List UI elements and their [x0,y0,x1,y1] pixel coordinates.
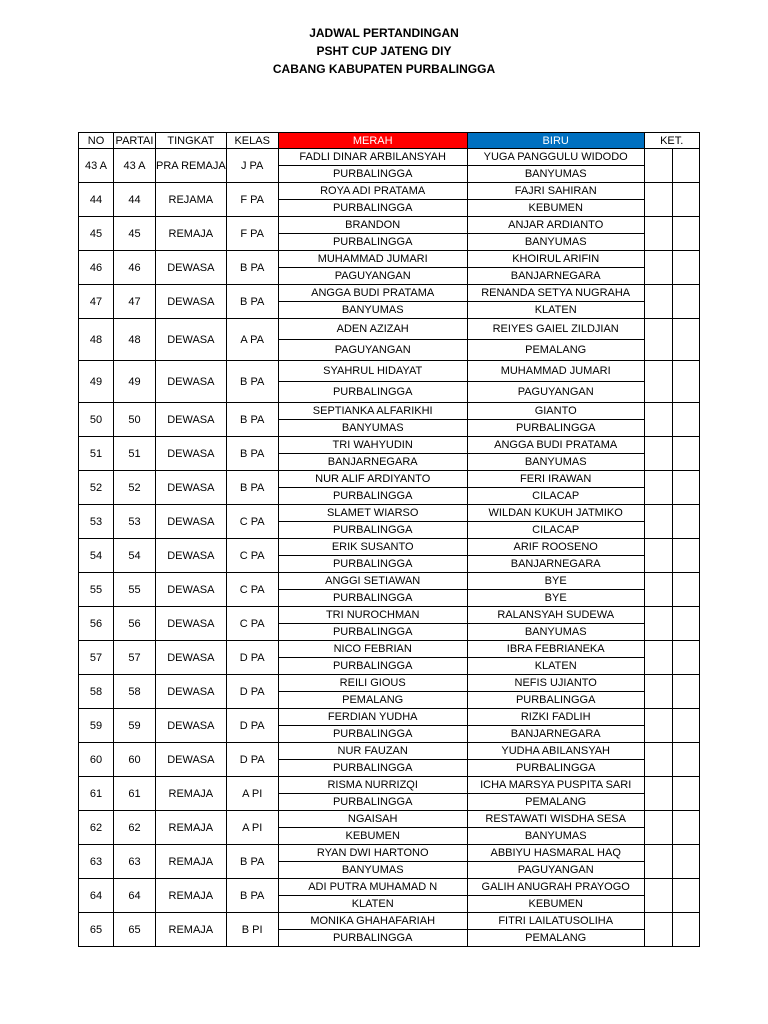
match-row [79,675,700,692]
match-partai: 47 [114,285,156,319]
match-partai: 55 [114,573,156,607]
match-no: 54 [79,539,114,573]
merah-city: BANYUMAS [278,302,467,319]
biru-city: BYE [467,590,644,607]
biru-city: PAGUYANGAN [467,862,644,879]
merah-city: PURBALINGGA [278,930,467,947]
match-kelas: C PA [226,607,278,641]
merah-city: PURBALINGGA [278,590,467,607]
match-tingkat: DEWASA [156,505,227,539]
biru-city: BANYUMAS [467,166,644,183]
biru-name: NEFIS UJIANTO [467,675,644,692]
biru-city: KEBUMEN [467,200,644,217]
merah-name: SLAMET WIARSO [278,505,467,522]
ket-cell-2 [672,811,699,845]
match-no: 61 [79,777,114,811]
match-kelas: A PI [226,811,278,845]
ket-cell-2 [672,183,699,217]
merah-city: PURBALINGGA [278,794,467,811]
biru-name: RIZKI FADLIH [467,709,644,726]
header-ket: KET. [644,133,699,149]
ket-cell-2 [672,675,699,709]
match-kelas: B PA [226,403,278,437]
ket-cell-2 [672,285,699,319]
match-kelas: F PA [226,217,278,251]
match-tingkat: REJAMA [156,183,227,217]
ket-cell-2 [672,743,699,777]
merah-city: PAGUYANGAN [278,340,467,361]
match-tingkat: REMAJA [156,777,227,811]
ket-cell-1 [644,811,672,845]
biru-city: BANJARNEGARA [467,726,644,743]
ket-cell-1 [644,845,672,879]
merah-name: ANGGA BUDI PRATAMA [278,285,467,302]
match-no: 47 [79,285,114,319]
merah-name: MUHAMMAD JUMARI [278,251,467,268]
match-kelas: C PA [226,539,278,573]
biru-name: ABBIYU HASMARAL HAQ [467,845,644,862]
match-row [79,361,700,382]
match-tingkat: DEWASA [156,743,227,777]
merah-name: ERIK SUSANTO [278,539,467,556]
biru-city: BANYUMAS [467,828,644,845]
match-row [79,505,700,522]
title-line-3: CABANG KABUPATEN PURBALINGGA [272,62,496,76]
merah-city: PURBALINGGA [278,522,467,539]
merah-name: SYAHRUL HIDAYAT [278,361,467,382]
biru-name: IBRA FEBRIANEKA [467,641,644,658]
match-kelas: D PA [226,709,278,743]
match-no: 59 [79,709,114,743]
biru-city: BANYUMAS [467,234,644,251]
ket-cell-1 [644,777,672,811]
match-no: 62 [79,811,114,845]
match-no: 50 [79,403,114,437]
document-title [0,24,768,78]
match-kelas: B PA [226,251,278,285]
biru-city: PEMALANG [467,794,644,811]
match-no: 46 [79,251,114,285]
header-biru: BIRU [467,133,644,149]
ket-cell-1 [644,319,672,361]
ket-cell-2 [672,319,699,361]
ket-cell-1 [644,251,672,285]
match-tingkat: DEWASA [156,437,227,471]
ket-cell-1 [644,709,672,743]
biru-name: YUGA PANGGULU WIDODO [467,149,644,166]
ket-cell-1 [644,675,672,709]
match-tingkat: DEWASA [156,573,227,607]
ket-cell-2 [672,879,699,913]
ket-cell-1 [644,437,672,471]
match-partai: 54 [114,539,156,573]
merah-city: PURBALINGGA [278,726,467,743]
merah-name: MONIKA GHAHAFARIAH [278,913,467,930]
biru-name: ARIF ROOSENO [467,539,644,556]
match-no: 49 [79,361,114,403]
biru-name: ANGGA BUDI PRATAMA [467,437,644,454]
match-kelas: D PA [226,641,278,675]
biru-city: PURBALINGGA [467,420,644,437]
merah-city: BANJARNEGARA [278,454,467,471]
ket-cell-2 [672,471,699,505]
match-partai: 51 [114,437,156,471]
match-partai: 59 [114,709,156,743]
ket-cell-2 [672,149,699,183]
biru-name: ANJAR ARDIANTO [467,217,644,234]
merah-name: ADEN AZIZAH [278,319,467,340]
biru-name: GALIH ANUGRAH PRAYOGO [467,879,644,896]
match-tingkat: REMAJA [156,845,227,879]
match-row [79,217,700,234]
merah-city: PURBALINGGA [278,382,467,403]
merah-city: PURBALINGGA [278,658,467,675]
match-no: 64 [79,879,114,913]
ket-cell-2 [672,607,699,641]
match-row [79,471,700,488]
ket-cell-1 [644,403,672,437]
header-no: NO [79,133,114,149]
match-no: 44 [79,183,114,217]
biru-city: PURBALINGGA [467,760,644,777]
match-partai: 65 [114,913,156,947]
match-no: 60 [79,743,114,777]
match-no: 65 [79,913,114,947]
match-row [79,251,700,268]
biru-city: KEBUMEN [467,896,644,913]
ket-cell-1 [644,573,672,607]
ket-cell-2 [672,403,699,437]
match-tingkat: DEWASA [156,361,227,403]
ket-cell-2 [672,361,699,403]
ket-cell-1 [644,913,672,947]
merah-city: PURBALINGGA [278,166,467,183]
match-schedule-table [78,132,700,947]
match-tingkat: REMAJA [156,217,227,251]
match-row [79,319,700,340]
match-kelas: B PA [226,361,278,403]
ket-cell-1 [644,641,672,675]
biru-city: PURBALINGGA [467,692,644,709]
biru-city: CILACAP [467,522,644,539]
match-partai: 43 A [114,149,156,183]
match-tingkat: DEWASA [156,709,227,743]
header-kelas: KELAS [226,133,278,149]
ket-cell-2 [672,573,699,607]
match-partai: 57 [114,641,156,675]
ket-cell-1 [644,743,672,777]
merah-name: TRI NUROCHMAN [278,607,467,624]
match-tingkat: DEWASA [156,403,227,437]
match-kelas: D PA [226,675,278,709]
match-no: 43 A [79,149,114,183]
match-partai: 58 [114,675,156,709]
match-tingkat: REMAJA [156,811,227,845]
match-partai: 52 [114,471,156,505]
match-tingkat: DEWASA [156,251,227,285]
ket-cell-1 [644,539,672,573]
match-tingkat: DEWASA [156,539,227,573]
merah-city: PURBALINGGA [278,234,467,251]
biru-name: RALANSYAH SUDEWA [467,607,644,624]
match-kelas: A PA [226,319,278,361]
match-kelas: D PA [226,743,278,777]
match-row [79,285,700,302]
match-row [79,641,700,658]
ket-cell-1 [644,285,672,319]
biru-name: FAJRI SAHIRAN [467,183,644,200]
match-row [79,845,700,862]
match-partai: 45 [114,217,156,251]
match-row [79,811,700,828]
biru-city: BANJARNEGARA [467,268,644,285]
ket-cell-2 [672,641,699,675]
match-row [79,879,700,896]
merah-city: PURBALINGGA [278,624,467,641]
biru-city: KLATEN [467,658,644,675]
merah-name: BRANDON [278,217,467,234]
match-row [79,743,700,760]
match-kelas: B PA [226,471,278,505]
match-no: 63 [79,845,114,879]
match-tingkat: DEWASA [156,471,227,505]
merah-name: RISMA NURRIZQI [278,777,467,794]
merah-name: NICO FEBRIAN [278,641,467,658]
match-partai: 56 [114,607,156,641]
match-partai: 62 [114,811,156,845]
match-no: 48 [79,319,114,361]
match-partai: 63 [114,845,156,879]
match-kelas: C PA [226,505,278,539]
biru-name: RENANDA SETYA NUGRAHA [467,285,644,302]
merah-city: BANYUMAS [278,862,467,879]
header-partai: PARTAI [114,133,156,149]
match-no: 58 [79,675,114,709]
match-kelas: A PI [226,777,278,811]
ket-cell-2 [672,505,699,539]
match-partai: 61 [114,777,156,811]
biru-name: RESTAWATI WISDHA SESA [467,811,644,828]
biru-city: BANYUMAS [467,454,644,471]
match-kelas: F PA [226,183,278,217]
ket-cell-2 [672,251,699,285]
title-line-1: JADWAL PERTANDINGAN [309,26,459,40]
match-row [79,777,700,794]
ket-cell-2 [672,845,699,879]
match-partai: 49 [114,361,156,403]
biru-city: PAGUYANGAN [467,382,644,403]
match-row [79,573,700,590]
match-tingkat: PRA REMAJA [156,149,227,183]
match-partai: 64 [114,879,156,913]
match-row [79,437,700,454]
match-row [79,539,700,556]
ket-cell-1 [644,183,672,217]
match-no: 51 [79,437,114,471]
match-kelas: B PA [226,845,278,879]
biru-name: ICHA MARSYA PUSPITA SARI [467,777,644,794]
ket-cell-1 [644,361,672,403]
ket-cell-1 [644,879,672,913]
biru-city: PEMALANG [467,340,644,361]
match-tingkat: DEWASA [156,319,227,361]
biru-name: YUDHA ABILANSYAH [467,743,644,760]
biru-name: FERI IRAWAN [467,471,644,488]
match-row [79,913,700,930]
match-kelas: J PA [226,149,278,183]
merah-name: ROYA ADI PRATAMA [278,183,467,200]
merah-name: TRI WAHYUDIN [278,437,467,454]
match-tingkat: DEWASA [156,285,227,319]
merah-name: FADLI DINAR ARBILANSYAH [278,149,467,166]
merah-name: FERDIAN YUDHA [278,709,467,726]
match-tingkat: DEWASA [156,641,227,675]
match-row [79,149,700,166]
match-tingkat: DEWASA [156,607,227,641]
biru-name: GIANTO [467,403,644,420]
match-partai: 60 [114,743,156,777]
match-kelas: B PA [226,285,278,319]
match-no: 57 [79,641,114,675]
match-tingkat: DEWASA [156,675,227,709]
merah-city: BANYUMAS [278,420,467,437]
biru-name: REIYES GAIEL ZILDJIAN [467,319,644,340]
ket-cell-1 [644,607,672,641]
match-row [79,183,700,200]
ket-cell-1 [644,217,672,251]
merah-name: NUR FAUZAN [278,743,467,760]
ket-cell-1 [644,505,672,539]
merah-city: PURBALINGGA [278,488,467,505]
match-no: 52 [79,471,114,505]
match-row [79,607,700,624]
merah-name: SEPTIANKA ALFARIKHI [278,403,467,420]
match-partai: 48 [114,319,156,361]
biru-name: WILDAN KUKUH JATMIKO [467,505,644,522]
header-row [79,133,700,149]
biru-city: PEMALANG [467,930,644,947]
biru-city: KLATEN [467,302,644,319]
merah-name: NGAISAH [278,811,467,828]
ket-cell-2 [672,913,699,947]
match-tingkat: REMAJA [156,913,227,947]
merah-name: RYAN DWI HARTONO [278,845,467,862]
merah-city: PEMALANG [278,692,467,709]
biru-city: BANJARNEGARA [467,556,644,573]
match-partai: 50 [114,403,156,437]
match-partai: 46 [114,251,156,285]
merah-city: KLATEN [278,896,467,913]
ket-cell-2 [672,539,699,573]
ket-cell-2 [672,709,699,743]
ket-cell-2 [672,217,699,251]
ket-cell-2 [672,777,699,811]
biru-name: MUHAMMAD JUMARI [467,361,644,382]
match-kelas: B PA [226,879,278,913]
merah-city: PURBALINGGA [278,200,467,217]
match-tingkat: REMAJA [156,879,227,913]
merah-name: NUR ALIF ARDIYANTO [278,471,467,488]
biru-name: BYE [467,573,644,590]
merah-city: PAGUYANGAN [278,268,467,285]
merah-name: ADI PUTRA MUHAMAD N [278,879,467,896]
title-line-2: PSHT CUP JATENG DIY [316,44,452,58]
match-row [79,403,700,420]
header-merah: MERAH [278,133,467,149]
match-no: 56 [79,607,114,641]
biru-name: KHOIRUL ARIFIN [467,251,644,268]
match-row [79,709,700,726]
header-tingkat: TINGKAT [156,133,227,149]
match-no: 55 [79,573,114,607]
ket-cell-1 [644,471,672,505]
match-no: 45 [79,217,114,251]
match-partai: 53 [114,505,156,539]
merah-name: REILI GIOUS [278,675,467,692]
ket-cell-2 [672,437,699,471]
match-kelas: C PA [226,573,278,607]
biru-city: BANYUMAS [467,624,644,641]
schedule-body [79,149,700,947]
match-partai: 44 [114,183,156,217]
merah-name: ANGGI SETIAWAN [278,573,467,590]
match-kelas: B PI [226,913,278,947]
match-kelas: B PA [226,437,278,471]
merah-city: KEBUMEN [278,828,467,845]
ket-cell-1 [644,149,672,183]
biru-name: FITRI LAILATUSOLIHA [467,913,644,930]
biru-city: CILACAP [467,488,644,505]
merah-city: PURBALINGGA [278,556,467,573]
merah-city: PURBALINGGA [278,760,467,777]
match-no: 53 [79,505,114,539]
